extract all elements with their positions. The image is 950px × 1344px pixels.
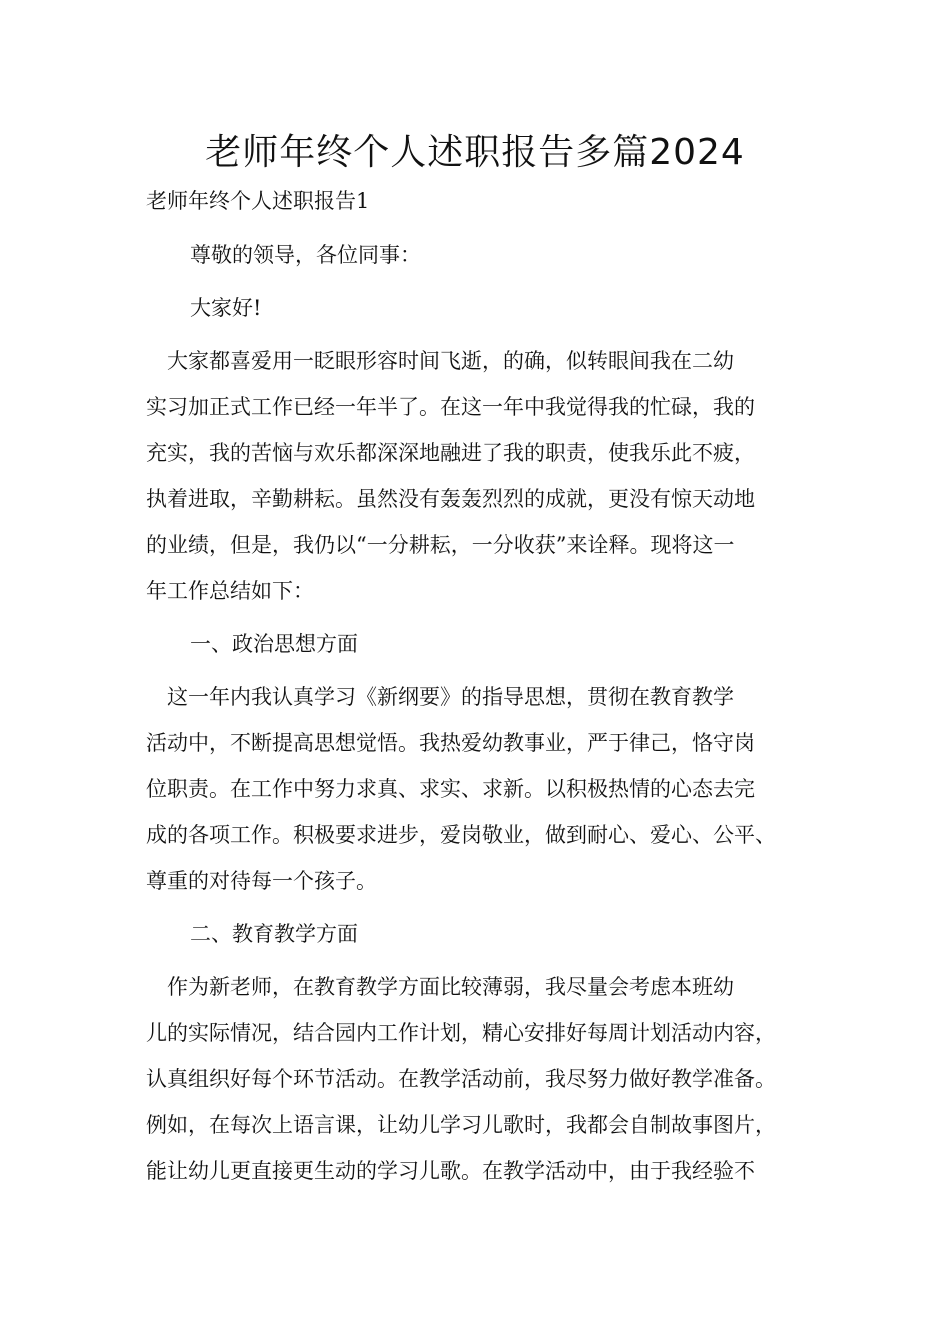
text-line: 的业绩，但是，我仍以“一分耕耘，一分收获”来诠释。现将这一 [146, 533, 735, 557]
text-line: 大家好! [190, 296, 262, 320]
section-heading [146, 911, 806, 957]
text-line: 例如，在每次上语言课，让幼儿学习儿歌时，我都会自制故事图片， [146, 1113, 776, 1137]
text-line: 这一年内我认真学习《新纲要》的指导思想，贯彻在教育教学 [146, 685, 734, 709]
greeting-paragraph [146, 232, 806, 278]
greeting-paragraph [146, 285, 806, 331]
text-line: 实习加正式工作已经一年半了。在这一年中我觉得我的忙碌，我的 [146, 395, 755, 419]
text-line: 二、教育教学方面 [190, 922, 358, 946]
document-subtitle: 老师年终个人述职报告1 [146, 189, 370, 213]
text-line: 年工作总结如下： [146, 579, 314, 603]
text-line: 位职责。在工作中努力求真、求实、求新。以积极热情的心态去完 [146, 777, 755, 801]
text-line: 执着进取，辛勤耕耘。虽然没有轰轰烈烈的成就，更没有惊天动地 [146, 487, 755, 511]
text-line: 尊敬的领导，各位同事： [190, 243, 421, 267]
text-line: 尊重的对待每一个孩子。 [146, 869, 377, 893]
document-body [146, 232, 806, 1201]
text-line: 活动中，不断提高思想觉悟。我热爱幼教事业，严于律己，恪守岗 [146, 731, 755, 755]
text-line: 认真组织好每个环节活动。在教学活动前，我尽努力做好教学准备。 [146, 1067, 776, 1091]
section-heading [146, 621, 806, 667]
body-paragraph [146, 674, 806, 904]
text-line: 充实，我的苦恼与欢乐都深深地融进了我的职责，使我乐此不疲， [146, 441, 755, 465]
text-line: 一、政治思想方面 [190, 632, 358, 656]
text-line: 能让幼儿更直接更生动的学习儿歌。在教学活动中，由于我经验不 [146, 1159, 755, 1183]
text-line: 成的各项工作。积极要求进步，爱岗敬业，做到耐心、爱心、公平、 [146, 823, 776, 847]
text-line: 作为新老师，在教育教学方面比较薄弱，我尽量会考虑本班幼 [146, 975, 734, 999]
text-line: 大家都喜爱用一眨眼形容时间飞逝，的确，似转眼间我在二幼 [146, 349, 734, 373]
body-paragraph [146, 964, 806, 1194]
body-paragraph [146, 338, 806, 614]
document-title: 老师年终个人述职报告多篇2024 [205, 132, 745, 173]
text-line: 儿的实际情况，结合园内工作计划，精心安排好每周计划活动内容， [146, 1021, 776, 1045]
